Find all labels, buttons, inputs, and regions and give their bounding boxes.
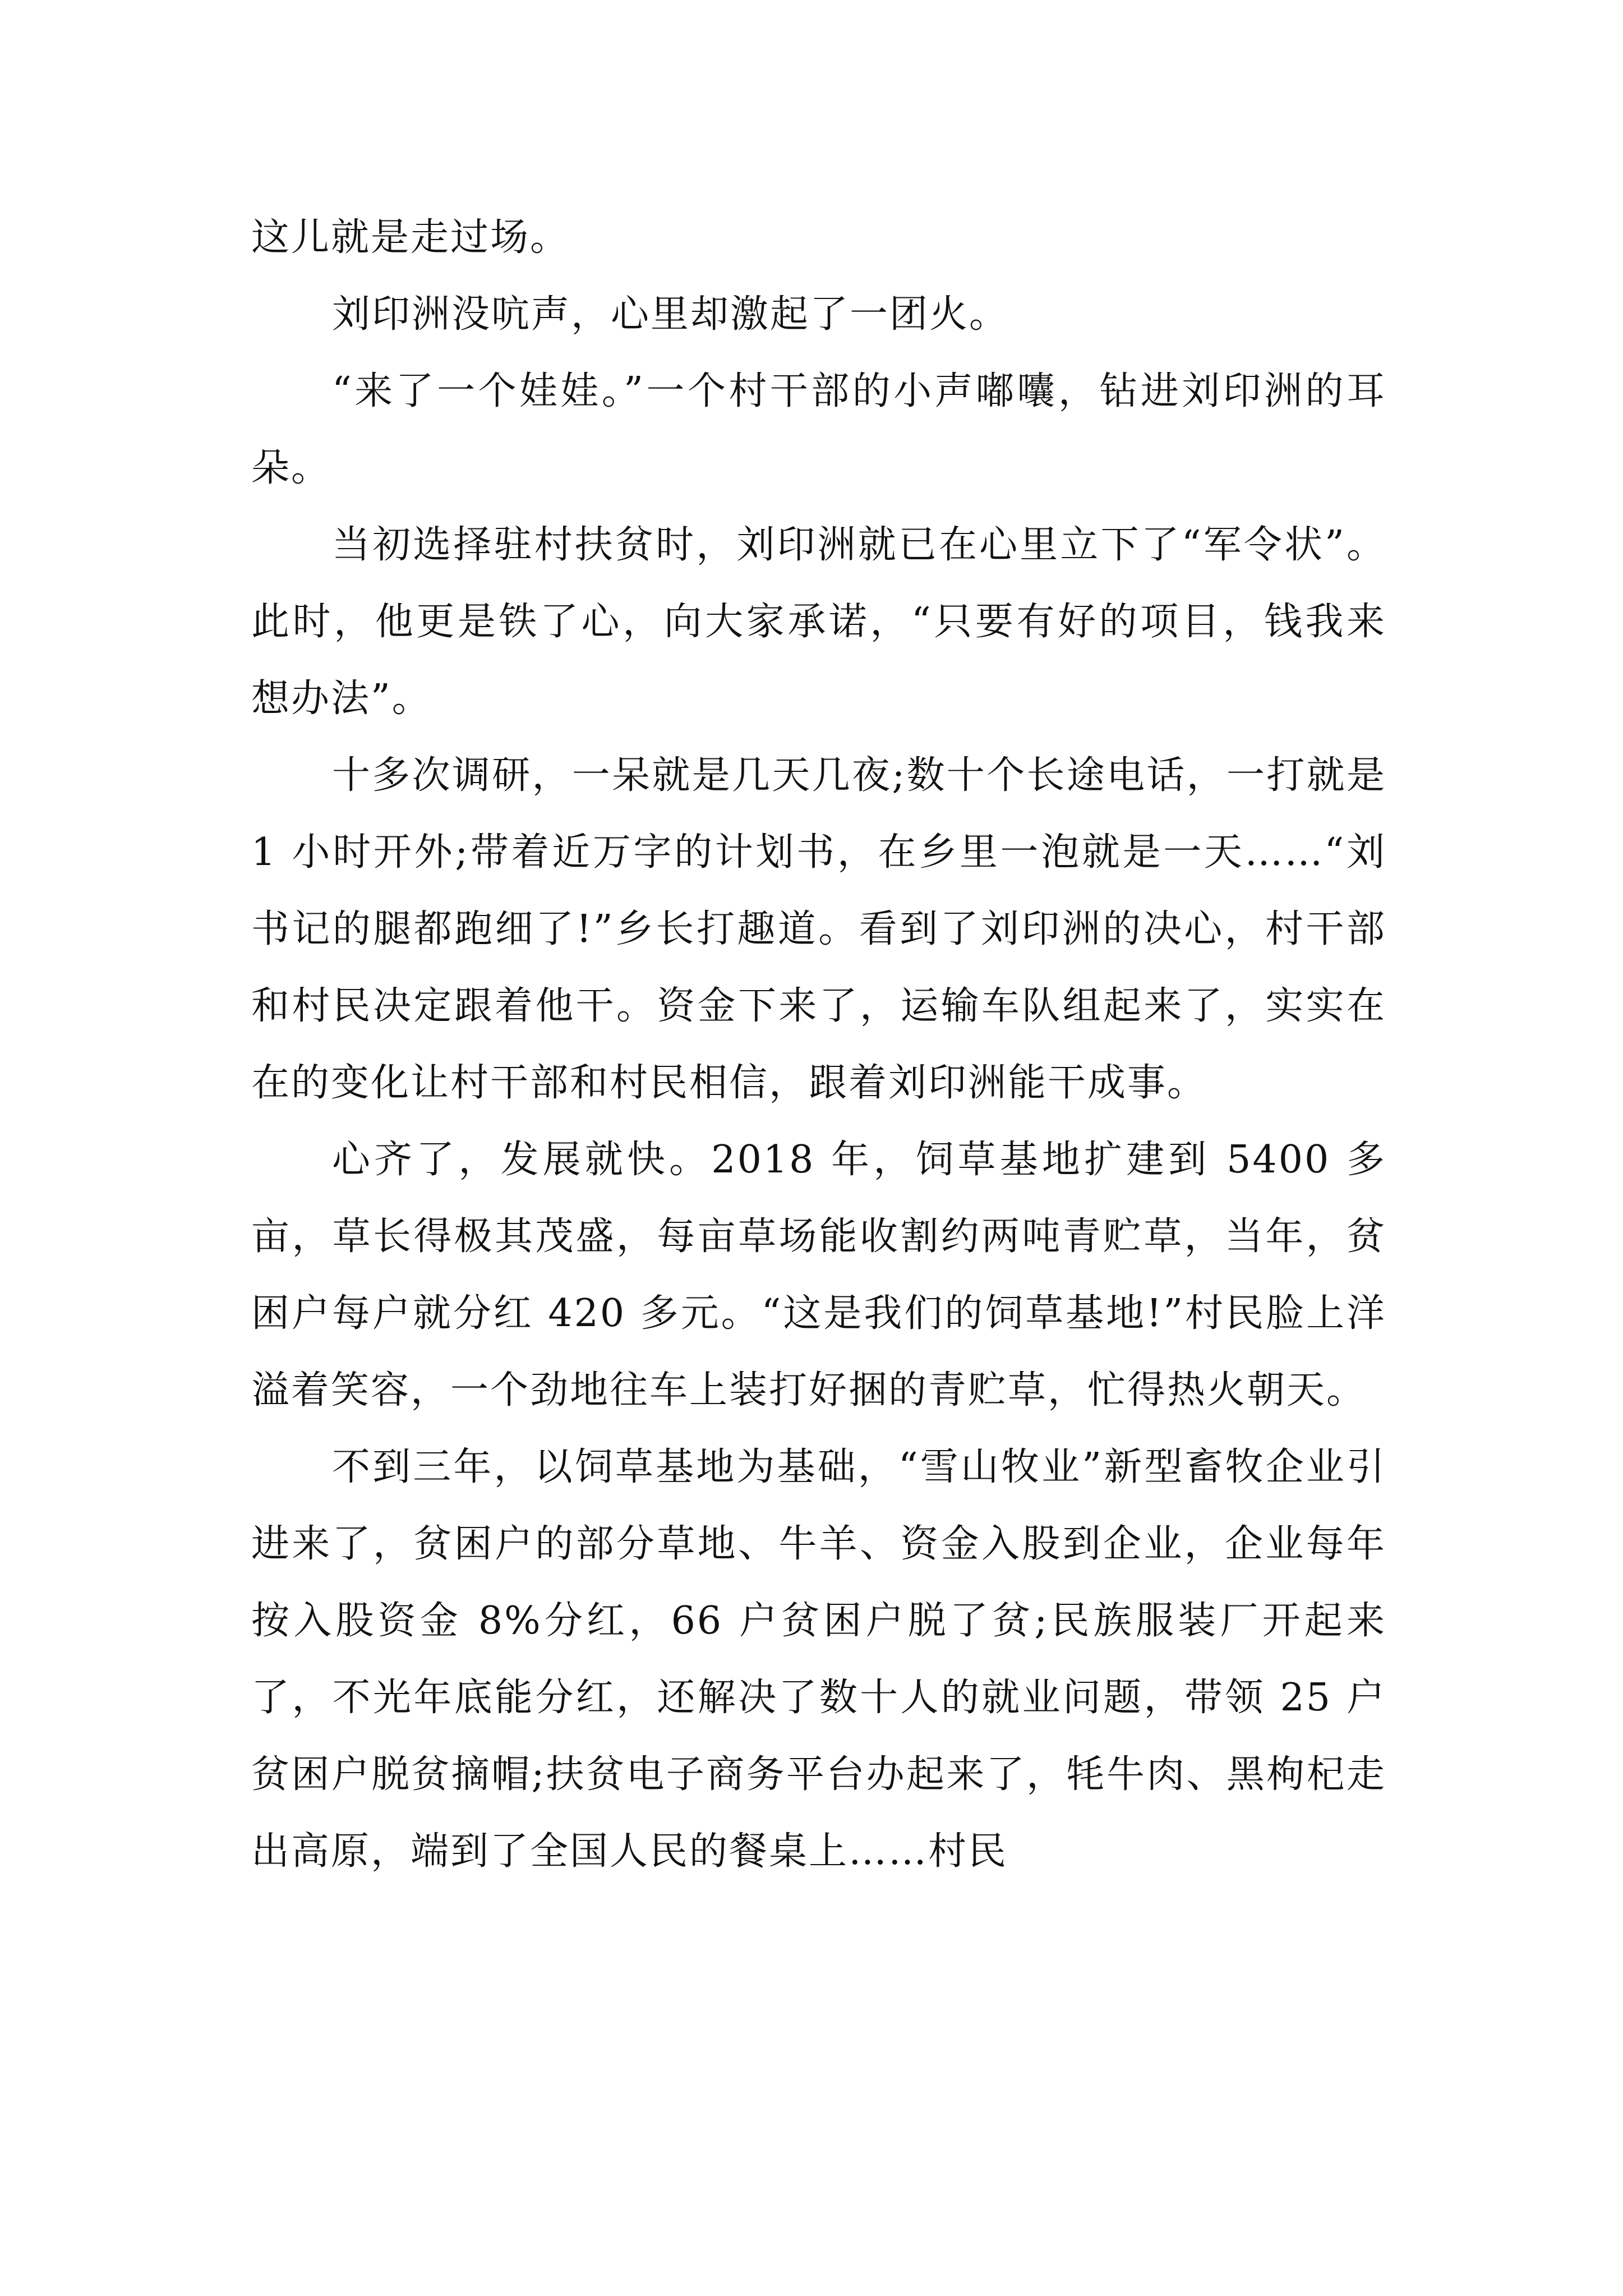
- paragraph-6: 心齐了，发展就快。2018 年，饲草基地扩建到 5400 多亩，草长得极其茂盛，每亩草场能收割约两吨青贮草，当年，贫困户每户就分红 420 多元。“这是我们的饲草基地!”村民脸上洋溢着笑容，一个劲地往车上装打好捆的青贮草，忙得热火朝天。: [251, 1138, 1386, 1412]
- paragraph-1: 这儿就是走过场。: [251, 215, 570, 260]
- paragraph-3: “来了一个娃娃。”一个村干部的小声嘟囔，钻进刘印洲的耳朵。: [251, 369, 1386, 490]
- paragraph-7: 不到三年，以饲草基地为基础，“雪山牧业”新型畜牧企业引进来了，贫困户的部分草地、牛羊、资金入股到企业，企业每年按入股资金 8%分红，66 户贫困户脱了贫;民族服装厂开起来了，不光年底能分红，还解决了数十人的就业问题，带领 25 户贫困户脱贫摘帽;扶贫电子商务平台办起来了，牦牛肉、黑枸杞走出高原，端到了全国人民的餐桌上……村民: [251, 1445, 1386, 1874]
- paragraph-2: 刘印洲没吭声，心里却激起了一团火。: [332, 292, 1009, 337]
- body-text: [251, 199, 1386, 1890]
- paragraph-4: 当初选择驻村扶贫时，刘印洲就已在心里立下了“军令状”。此时，他更是铁了心，向大家承诺，“只要有好的项目，钱我来想办法”。: [251, 523, 1386, 721]
- paragraph-5: 十多次调研，一呆就是几天几夜;数十个长途电话，一打就是 1 小时开外;带着近万字的计划书，在乡里一泡就是一天……“刘书记的腿都跑细了!”乡长打趣道。看到了刘印洲的决心，村干部和村民决定跟着他干。资金下来了，运输车队组起来了，实实在在的变化让村干部和村民相信，跟着刘印洲能干成事。: [251, 753, 1386, 1105]
